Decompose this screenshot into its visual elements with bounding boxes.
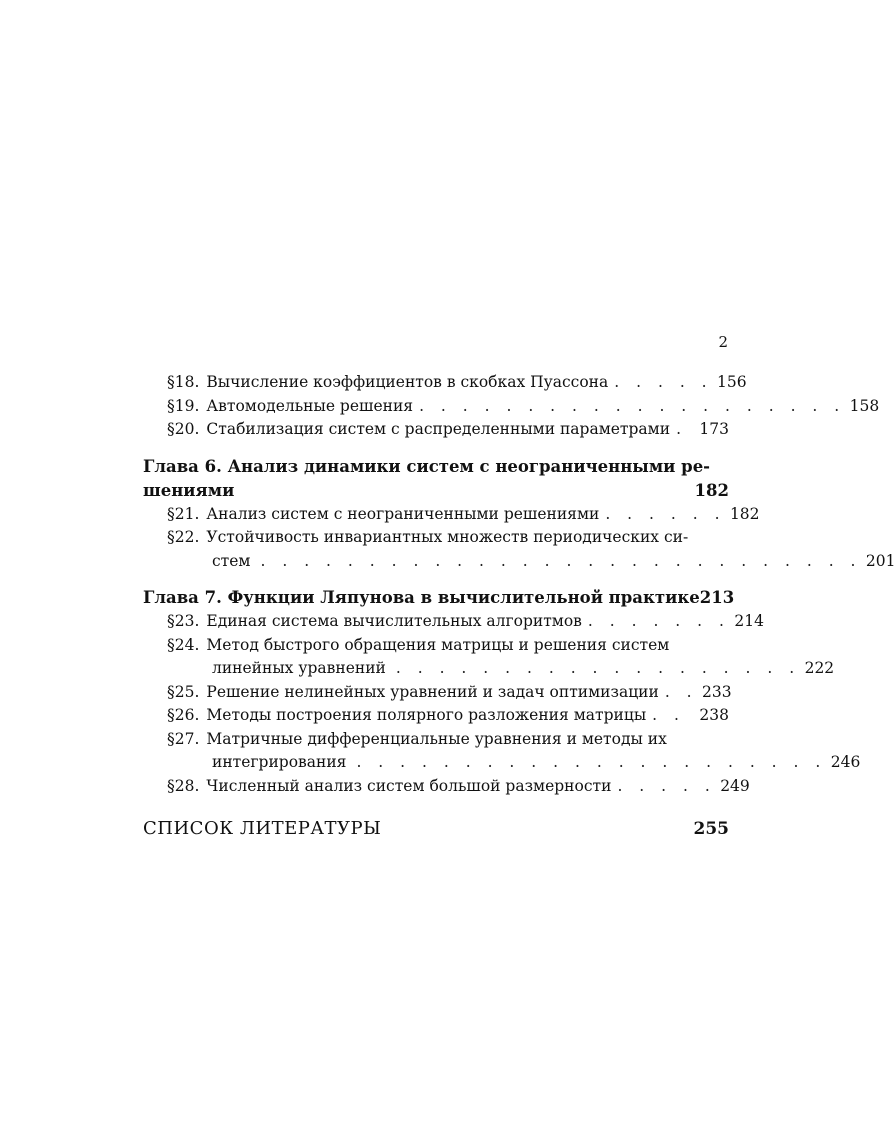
toc-entry-18[interactable] <box>143 371 747 395</box>
section-title-line1: Матричные дифференциальные уравнения и методы их <box>206 729 667 748</box>
section-page: 156 <box>717 373 747 391</box>
dot-leader: . <box>676 420 687 438</box>
section-page: 238 <box>699 706 729 724</box>
toc-entry-20[interactable] <box>143 418 729 442</box>
dot-leader: . . . . . . . . . . . . . . . . . . . . <box>419 396 846 415</box>
chapter-title-line1: Глава 6. Анализ динамики систем с неограниченными ре- <box>143 456 711 476</box>
dot-leader: . . . . . . . <box>587 612 730 630</box>
section-title: Автомодельные решения <box>206 396 414 415</box>
section-number: §21. <box>167 504 200 523</box>
toc-entry-24[interactable] <box>143 634 835 681</box>
section-page: 158 <box>849 396 880 415</box>
section-title: Методы построения полярного разложения матрицы <box>206 706 647 724</box>
section-title: Численный анализ систем большой размерности <box>206 776 612 795</box>
dot-leader: . . <box>664 682 698 701</box>
section-number: §28. <box>167 776 200 795</box>
dot-leader: . . . . . <box>617 776 716 795</box>
toc-entry-21[interactable] <box>143 503 760 527</box>
dot-leader: . . . . . . . . . . . . . . . . . . . . . . . . . . . . <box>260 551 862 570</box>
section-title-line2: линейных уравнений <box>212 659 386 677</box>
section-number: §26. <box>167 706 200 724</box>
section-page: 222 <box>804 659 835 677</box>
toc-entry-26[interactable] <box>143 704 729 728</box>
toc-entry-25[interactable] <box>143 681 732 705</box>
section-page: 182 <box>729 504 760 523</box>
section-page: 249 <box>720 776 750 795</box>
dot-leader: . . <box>652 706 685 724</box>
toc-chapter-7[interactable] <box>143 586 735 610</box>
section-page: 214 <box>734 612 764 630</box>
chapter-page: 182 <box>694 480 729 500</box>
section-number: §24. <box>167 635 200 654</box>
section-page: 246 <box>830 753 861 771</box>
toc-entry-19[interactable] <box>143 395 880 419</box>
section-title-line2: интегрирования <box>212 753 347 771</box>
toc-entry-28[interactable] <box>143 775 750 799</box>
section-title-line1: Устойчивость инвариантных множеств периодических си- <box>206 528 689 546</box>
section-number: §20. <box>167 420 200 438</box>
chapter-title: Глава 7. Функции Ляпунова в вычислительной практике <box>143 588 700 607</box>
section-number: §18. <box>167 373 200 391</box>
dot-leader: . . . . . . . . . . . . . . . . . . . <box>395 659 801 677</box>
section-page: 173 <box>699 420 729 438</box>
chapter-page: 213 <box>699 588 735 607</box>
section-title-line2: стем <box>212 551 251 570</box>
toc-entry-22[interactable] <box>143 526 896 573</box>
section-number: §23. <box>167 612 200 630</box>
dot-leader: . . . . . <box>614 373 713 391</box>
section-number: §22. <box>167 528 200 546</box>
section-title: Единая система вычислительных алгоритмов <box>206 612 582 630</box>
toc-entry-27[interactable] <box>143 728 861 775</box>
section-title: Решение нелинейных уравнений и задач оптимизации <box>206 682 659 701</box>
table-of-contents <box>143 371 896 842</box>
dot-leader: . . . . . . . . . . . . . . . . . . . . . . <box>356 753 827 771</box>
section-page: 201 <box>865 551 896 570</box>
section-title: Стабилизация систем с распределенными параметрами <box>206 420 671 438</box>
toc-bibliography[interactable] <box>143 816 729 842</box>
section-title: Анализ систем с неограниченными решениями <box>206 504 600 523</box>
toc-chapter-6[interactable] <box>143 455 729 503</box>
chapter-title-line2: шениями <box>143 480 235 500</box>
section-number: §27. <box>167 729 200 748</box>
section-page: 233 <box>702 682 732 701</box>
bibliography-page: 255 <box>693 819 729 839</box>
section-number: §19. <box>167 396 200 415</box>
bibliography-title: СПИСОК ЛИТЕРАТУРЫ <box>143 818 382 839</box>
section-title: Вычисление коэффициентов в скобках Пуассона <box>206 373 609 391</box>
dot-leader: . . . . . . <box>605 504 726 523</box>
page-number: 2 <box>718 333 728 351</box>
section-number: §25. <box>167 682 200 701</box>
section-title-line1: Метод быстрого обращения матрицы и решения систем <box>206 635 670 654</box>
toc-entry-23[interactable] <box>143 610 764 634</box>
